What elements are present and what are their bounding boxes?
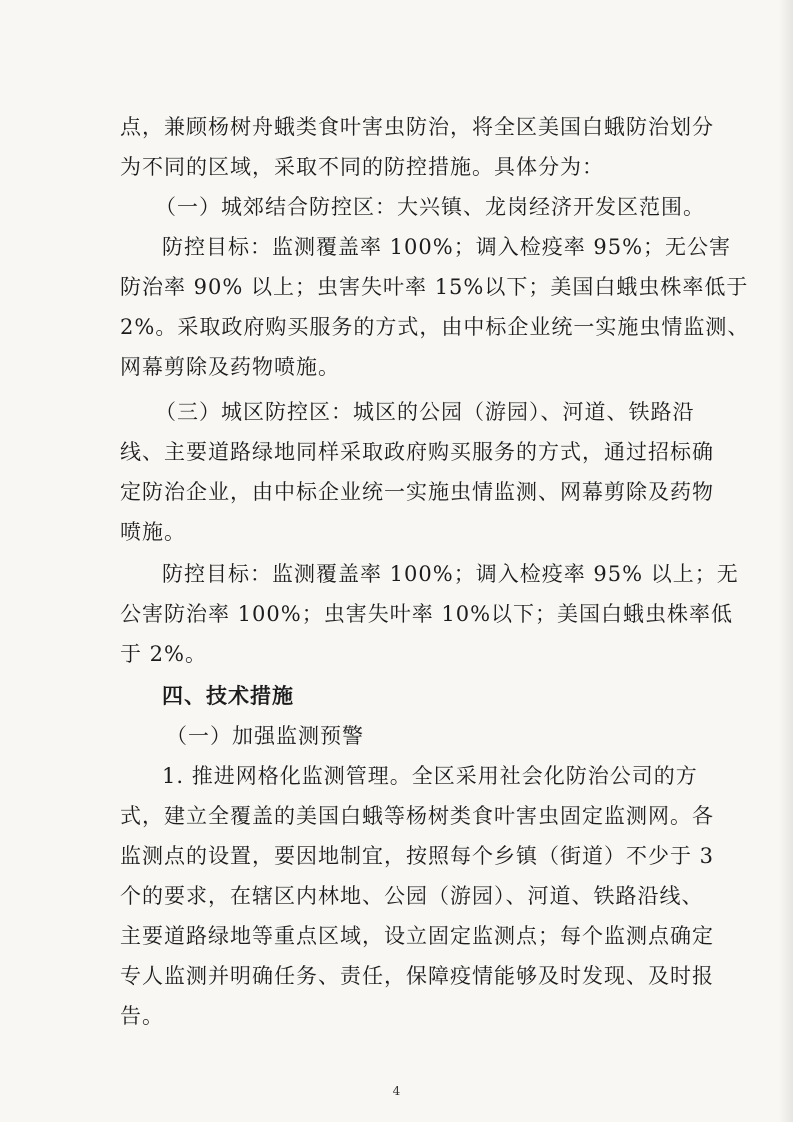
text-line: 公害防治率 100%；虫害失叶率 10%以下；美国白蛾虫株率低	[120, 602, 734, 626]
section-heading-3: （三）城区防控区：城区的公园（游园）、河道、铁路沿	[155, 400, 695, 424]
text-line: 防治率 90% 以上；虫害失叶率 15%以下；美国白蛾虫株率低于	[120, 275, 749, 299]
text-line: 主要道路绿地等重点区域，设立固定监测点；每个监测点确定	[120, 924, 714, 948]
text-line: 式，建立全覆盖的美国白蛾等杨树类食叶害虫固定监测网。各	[120, 804, 714, 828]
page-number: 4	[392, 1084, 401, 1098]
text-line: 为不同的区域，采取不同的防控措施。具体分为：	[120, 155, 604, 179]
subsection-heading: （一）加强监测预警	[166, 724, 364, 748]
text-line: 点，兼顾杨树舟蛾类食叶害虫防治，将全区美国白蛾防治划分	[120, 115, 714, 139]
text-line: 告。	[120, 1004, 164, 1028]
text-line: 防控目标：监测覆盖率 100%；调入检疫率 95%；无公害	[162, 235, 732, 259]
section-heading-1: （一）城郊结合防控区：大兴镇、龙岗经济开发区范围。	[155, 195, 705, 219]
text-line: 网幕剪除及药物喷施。	[120, 355, 340, 379]
text-line: 监测点的设置，要因地制宜，按照每个乡镇（街道）不少于 3	[120, 844, 715, 868]
text-line: 防控目标：监测覆盖率 100%；调入检疫率 95% 以上；无	[162, 562, 739, 586]
text-line: 2%。采取政府购买服务的方式，由中标企业统一实施虫情监测、	[120, 315, 750, 339]
text-line: 个的要求，在辖区内林地、公园（游园）、河道、铁路沿线、	[120, 884, 704, 908]
text-line: 喷施。	[120, 520, 186, 544]
text-line: 于 2%。	[120, 642, 207, 666]
text-line: 1. 推进网格化监测管理。全区采用社会化防治公司的方	[162, 764, 698, 788]
chapter-heading: 四、技术措施	[162, 684, 294, 708]
text-line: 线、主要道路绿地同样采取政府购买服务的方式，通过招标确	[120, 440, 714, 464]
text-line: 专人监测并明确任务、责任，保障疫情能够及时发现、及时报	[120, 964, 714, 988]
text-line: 定防治企业，由中标企业统一实施虫情监测、网幕剪除及药物	[120, 480, 714, 504]
scan-edge-shadow	[779, 0, 793, 1122]
